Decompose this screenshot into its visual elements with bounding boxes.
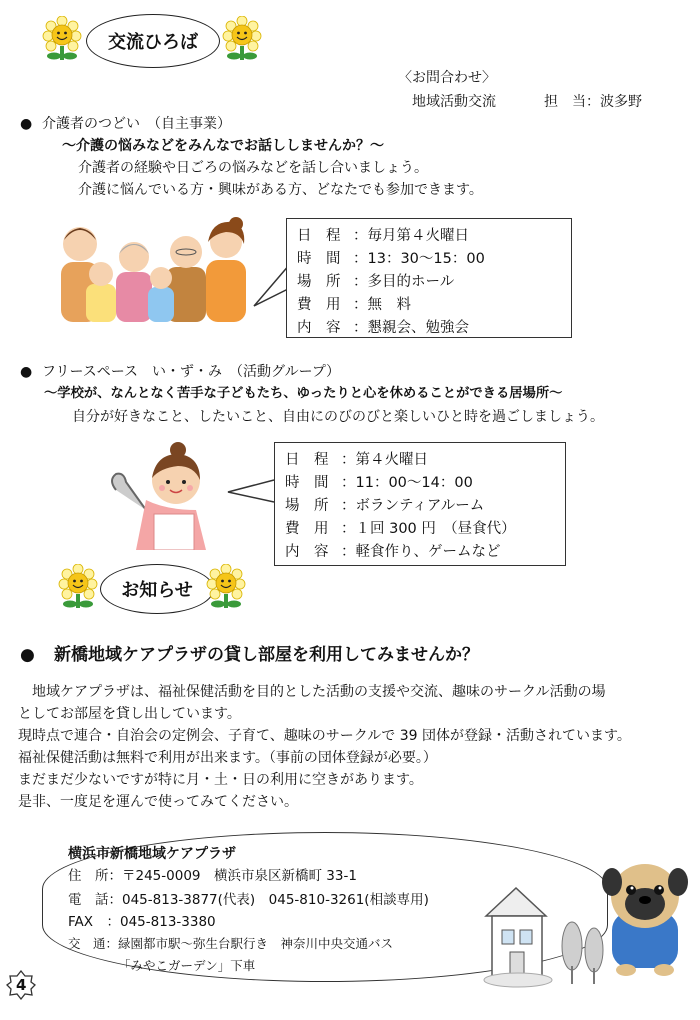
event-info-box [274, 442, 566, 566]
bullet: ● [20, 116, 33, 132]
section-header-koryu [86, 14, 220, 68]
info-label: 場 所 [297, 274, 341, 290]
info-value: ：無 料 [353, 297, 411, 313]
info-value: ：毎月第４火曜日 [353, 228, 469, 244]
info-label: 場 所 [285, 498, 329, 514]
info-label: 費 用 [297, 297, 341, 313]
event-info-box [286, 218, 572, 338]
section1-line: 介護者の経験や日ごろの悩みなどを話し合いましょう。 [78, 160, 428, 176]
contact-dept: 地域活動交流 [412, 94, 496, 110]
flower-icon [206, 564, 246, 610]
flower-icon [58, 564, 98, 610]
info-label: 日 程 [285, 452, 329, 468]
contact-person: 担 当：波多野 [544, 94, 642, 110]
dog-illustration [598, 852, 694, 976]
info-value: ：第４火曜日 [341, 452, 428, 468]
contact-label: 〈お問合わせ〉 [398, 70, 496, 86]
info-row-time [285, 472, 555, 495]
section1-line: 介護に悩んでいる方・興味がある方、どなたでも参加できます。 [78, 182, 483, 198]
facility-transport: 交 通：緑園都市駅～弥生台駅行き 神奈川中央交通バス [68, 936, 394, 951]
info-label: 時 間 [285, 475, 329, 491]
info-label: 費 用 [285, 521, 329, 537]
notice-line: まだまだ少ないですが特に月・土・日の利用に空きがあります。 [18, 772, 423, 788]
notice-line: 是非、一度足を運んで使ってみてください。 [18, 794, 298, 810]
info-row-date [285, 449, 555, 472]
info-row-fee [297, 294, 561, 317]
section1-title: 介護者のつどい （自主事業） [42, 116, 231, 132]
section1-subtitle: ～介護の悩みなどをみんなでお話ししませんか？～ [62, 138, 384, 154]
info-value: ：ボランティアルーム [341, 498, 485, 514]
section-header-oshirase [100, 564, 214, 614]
section-header-title: お知らせ [121, 580, 193, 601]
info-row-content [297, 317, 561, 340]
info-row-place [297, 271, 561, 294]
section2-subtitle: ～学校が、なんとなく苦手な子どもたち、ゆったりと心を休めることができる居場所～ [44, 386, 563, 401]
facility-address: 住 所：〒245-0009 横浜市泉区新橋町 33-1 [68, 868, 357, 884]
notice-line: としてお部屋を貸し出しています。 [18, 706, 241, 722]
notice-line: 福祉保健活動は無料で利用が出来ます。（事前の団体登録が必要。） [18, 750, 437, 766]
cook-illustration [106, 440, 226, 550]
notice-title: 新橋地域ケアプラザの貸し部屋を利用してみませんか？ [54, 645, 479, 665]
section2-title: フリースペース い・ず・み （活動グループ） [42, 364, 341, 380]
flower-icon [222, 16, 262, 62]
notice-line: 地域ケアプラザは、福祉保健活動を目的とした活動の支援や交流、趣味のサークル活動の場 [18, 684, 606, 700]
info-row-fee [285, 518, 555, 541]
facility-name: 横浜市新橋地域ケアプラザ [68, 846, 236, 862]
house-illustration [478, 880, 618, 990]
flower-icon [42, 16, 82, 62]
section-header-title: 交流ひろば [108, 32, 198, 53]
facility-transport: 「みやこガーデン」下車 [118, 958, 256, 973]
info-row-date [297, 225, 561, 248]
section2-line: 自分が好きなこと、したいこと、自由にのびのびと楽しいひと時を過ごしましょう。 [72, 409, 604, 425]
speech-pointer [226, 478, 276, 508]
info-label: 時 間 [297, 251, 341, 267]
info-row-time [297, 248, 561, 271]
info-value: ：懇親会、勉強会 [353, 320, 469, 336]
info-value: ：１回 300 円 （昼食代） [341, 521, 516, 537]
bullet: ● [20, 645, 35, 665]
facility-fax: FAX ：045-813-3380 [68, 914, 216, 930]
info-row-place [285, 495, 555, 518]
notice-line: 現時点で連合・自治会の定例会、子育て、趣味のサークルで 39 団体が登録・活動されています。 [18, 728, 631, 744]
facility-tel: 電 話：045-813-3877(代表) 045-810-3261(相談専用) [68, 892, 429, 908]
info-label: 内 容 [285, 544, 329, 560]
page-number: 4 [16, 976, 27, 994]
info-value: ：軽食作り、ゲームなど [341, 544, 501, 560]
info-value: ：11：00～14：00 [341, 475, 473, 491]
family-illustration [56, 212, 256, 322]
bullet: ● [20, 364, 33, 380]
info-value: ：13：30～15：00 [353, 251, 485, 267]
info-label: 内 容 [297, 320, 341, 336]
info-value: ：多目的ホール [353, 274, 455, 290]
info-label: 日 程 [297, 228, 341, 244]
info-row-content [285, 541, 555, 564]
